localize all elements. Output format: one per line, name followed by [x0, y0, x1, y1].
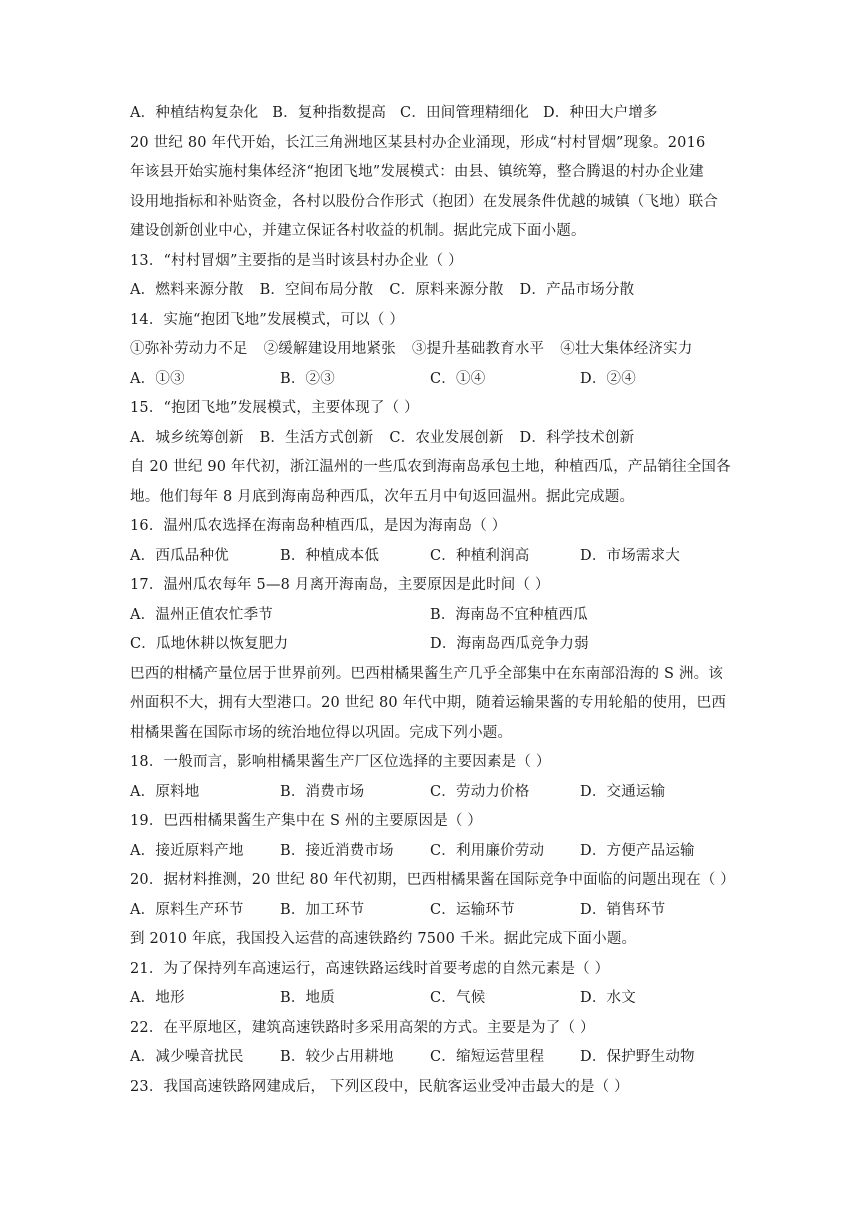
- q13-option-a: A．燃料来源分散: [130, 282, 244, 298]
- q14-stem: 14．实施“抱团飞地”发展模式，可以（ ）: [130, 311, 405, 328]
- q14-options: [130, 365, 740, 395]
- q21-stem: 21．为了保持列车高速运行，高速铁路运线时首要考虑的自然元素是（ ）: [130, 960, 610, 977]
- q15-options: [130, 424, 740, 454]
- q20-option-d: D．销售环节: [580, 901, 666, 918]
- q14-statement-3: ③提升基础教育水平: [411, 341, 545, 357]
- q12-option-b: B．复种指数提高: [272, 105, 387, 121]
- passage-line: 年该县开始实施村集体经济“抱团飞地”发展模式：由县、镇统筹，整合腾退的村办企业建: [130, 164, 704, 180]
- q17-option-b: B．海南岛不宜种植西瓜: [430, 606, 588, 623]
- q19-stem: 19．巴西柑橘果酱生产集中在 S 州的主要原因是（ ）: [130, 813, 483, 829]
- q12-option-d: D．种田大户增多: [542, 105, 658, 121]
- q21-option-b: B．地质: [280, 990, 335, 1006]
- q16-option-d: D．市场需求大: [580, 547, 681, 564]
- q19-option-a: A．接近原料产地: [130, 842, 244, 859]
- q17-option-d: D．海南岛西瓜竞争力弱: [430, 636, 589, 652]
- passage-line: 州面积不大，拥有大型港口。20 世纪 80 年代中期，随着运输果酱的专用轮船的使用，巴西: [130, 695, 727, 711]
- q14-statements: [130, 335, 740, 365]
- q20-option-c: C．运输环节: [430, 901, 515, 918]
- q18-option-d: D．交通运输: [580, 783, 666, 800]
- q22-option-c: C．缩短运营里程: [430, 1049, 545, 1065]
- q14-option-b: B．②③: [280, 370, 335, 387]
- q16-option-b: B．种植成本低: [280, 547, 380, 564]
- q17-stem: 17．温州瓜农每年 5—8 月离开海南岛，主要原因是此时间（ ）: [130, 577, 550, 593]
- q18-stem: 18．一般而言，影响柑橘果酱生产厂区位选择的主要因素是（ ）: [130, 754, 551, 770]
- passage-line: 自 20 世纪 90 年代初，浙江温州的一些瓜农到海南岛承包土地，种植西瓜，产品销往全国各: [130, 459, 731, 475]
- q22-option-b: B．较少占用耕地: [280, 1049, 394, 1065]
- q16-stem: 16．温州瓜农选择在海南岛种植西瓜，是因为海南岛（ ）: [130, 518, 507, 534]
- q23-stem: 23．我国高速铁路网建成后， 下列区段中，民航客运业受冲击最大的是（ ）: [130, 1078, 629, 1095]
- q20-stem: 20．据材料推测，20 世纪 80 年代初期，巴西柑橘果酱在国际竞争中面临的问题出现在（ ）: [130, 872, 735, 888]
- q17-option-a: A．温州正值农忙季节: [130, 606, 273, 623]
- q13-stem: 13．“村村冒烟”主要指的是当时该县村办企业（ ）: [130, 252, 463, 269]
- q15-option-b: B．生活方式创新: [259, 429, 374, 446]
- q13-option-c: C．原料来源分散: [389, 282, 504, 298]
- q14-statement-2: ②缓解建设用地紧张: [263, 341, 396, 357]
- q21-option-c: C．气候: [430, 990, 486, 1006]
- passage-high-speed-rail: 到 2010 年底，我国投入运营的高速铁路约 7500 千米。据此完成下面小题。: [130, 931, 637, 947]
- passage-line: 建设创新创业中心，并建立保证各村收益的机制。据此完成下面小题。: [130, 223, 586, 239]
- q16-option-c: C．种植利润高: [430, 547, 530, 564]
- q19-options: [130, 837, 740, 867]
- q20-options: [130, 896, 740, 926]
- q14-statement-1: ①弥补劳动力不足: [130, 341, 248, 357]
- q14-option-a: A．①③: [130, 370, 185, 387]
- q12-option-a: A．种植结构复杂化: [130, 105, 259, 121]
- q22-options: [130, 1043, 740, 1073]
- q21-option-d: D．水文: [580, 990, 636, 1006]
- q14-option-c: C．①④: [430, 370, 486, 387]
- q14-option-d: D．②④: [580, 370, 636, 387]
- q12-options: [130, 99, 740, 129]
- passage-line: 柑橘果酱在国际市场的统治地位得以巩固。完成下列小题。: [130, 724, 513, 741]
- q19-option-d: D．方便产品运输: [580, 842, 695, 859]
- q15-option-c: C．农业发展创新: [389, 429, 504, 446]
- q12-option-c: C．田间管理精细化: [400, 105, 529, 121]
- q14-statement-4: ④壮大集体经济实力: [560, 341, 693, 357]
- passage-line: 地。他们每年 8 月底到海南岛种西瓜，次年五月中旬返回温州。据此完成题。: [130, 488, 635, 505]
- q20-option-a: A．原料生产环节: [130, 901, 244, 918]
- q17-options-row1: [130, 601, 740, 631]
- q18-option-c: C．劳动力价格: [430, 783, 530, 800]
- q16-option-a: A．西瓜品种优: [130, 547, 229, 564]
- q16-options: [130, 542, 740, 572]
- passage-brazil-citrus: [130, 660, 740, 749]
- q21-options: [130, 984, 740, 1014]
- q22-option-d: D．保护野生动物: [580, 1049, 695, 1065]
- q17-option-c: C．瓜地休耕以恢复肥力: [130, 636, 289, 652]
- passage-village-enterprise: [130, 129, 740, 247]
- q13-option-b: B．空间布局分散: [259, 282, 374, 298]
- q22-option-a: A．减少噪音扰民: [130, 1049, 244, 1065]
- passage-line: 20 世纪 80 年代开始，长江三角洲地区某县村办企业涌现，形成“村村冒烟”现象。2016: [130, 134, 706, 151]
- passage-wenzhou-melon: [130, 453, 740, 512]
- passage-line: 设用地指标和补贴资金，各村以股份合作形式（抱团）在发展条件优越的城镇（飞地）联合: [130, 193, 718, 210]
- q19-option-b: B．接近消费市场: [280, 842, 394, 859]
- q19-option-c: C．利用廉价劳动: [430, 842, 545, 859]
- q15-option-d: D．科学技术创新: [519, 429, 635, 446]
- q20-option-b: B．加工环节: [280, 901, 365, 918]
- q15-option-a: A．城乡统筹创新: [130, 429, 244, 446]
- q22-stem: 22．在平原地区，建筑高速铁路时多采用高架的方式。主要是为了（ ）: [130, 1019, 595, 1036]
- q18-option-a: A．原料地: [130, 783, 200, 800]
- exam-page: [130, 99, 740, 1102]
- q21-option-a: A．地形: [130, 990, 185, 1006]
- q18-options: [130, 778, 740, 808]
- q15-stem: 15．“抱团飞地”发展模式，主要体现了（ ）: [130, 400, 419, 416]
- q18-option-b: B．消费市场: [280, 783, 365, 800]
- passage-line: 巴西的柑橘产量位居于世界前列。巴西柑橘果酱生产几乎全部集中在东南部沿海的 S 洲。该: [130, 665, 724, 682]
- q17-options-row2: [130, 630, 740, 660]
- q13-options: [130, 276, 740, 306]
- q13-option-d: D．产品市场分散: [519, 282, 635, 298]
